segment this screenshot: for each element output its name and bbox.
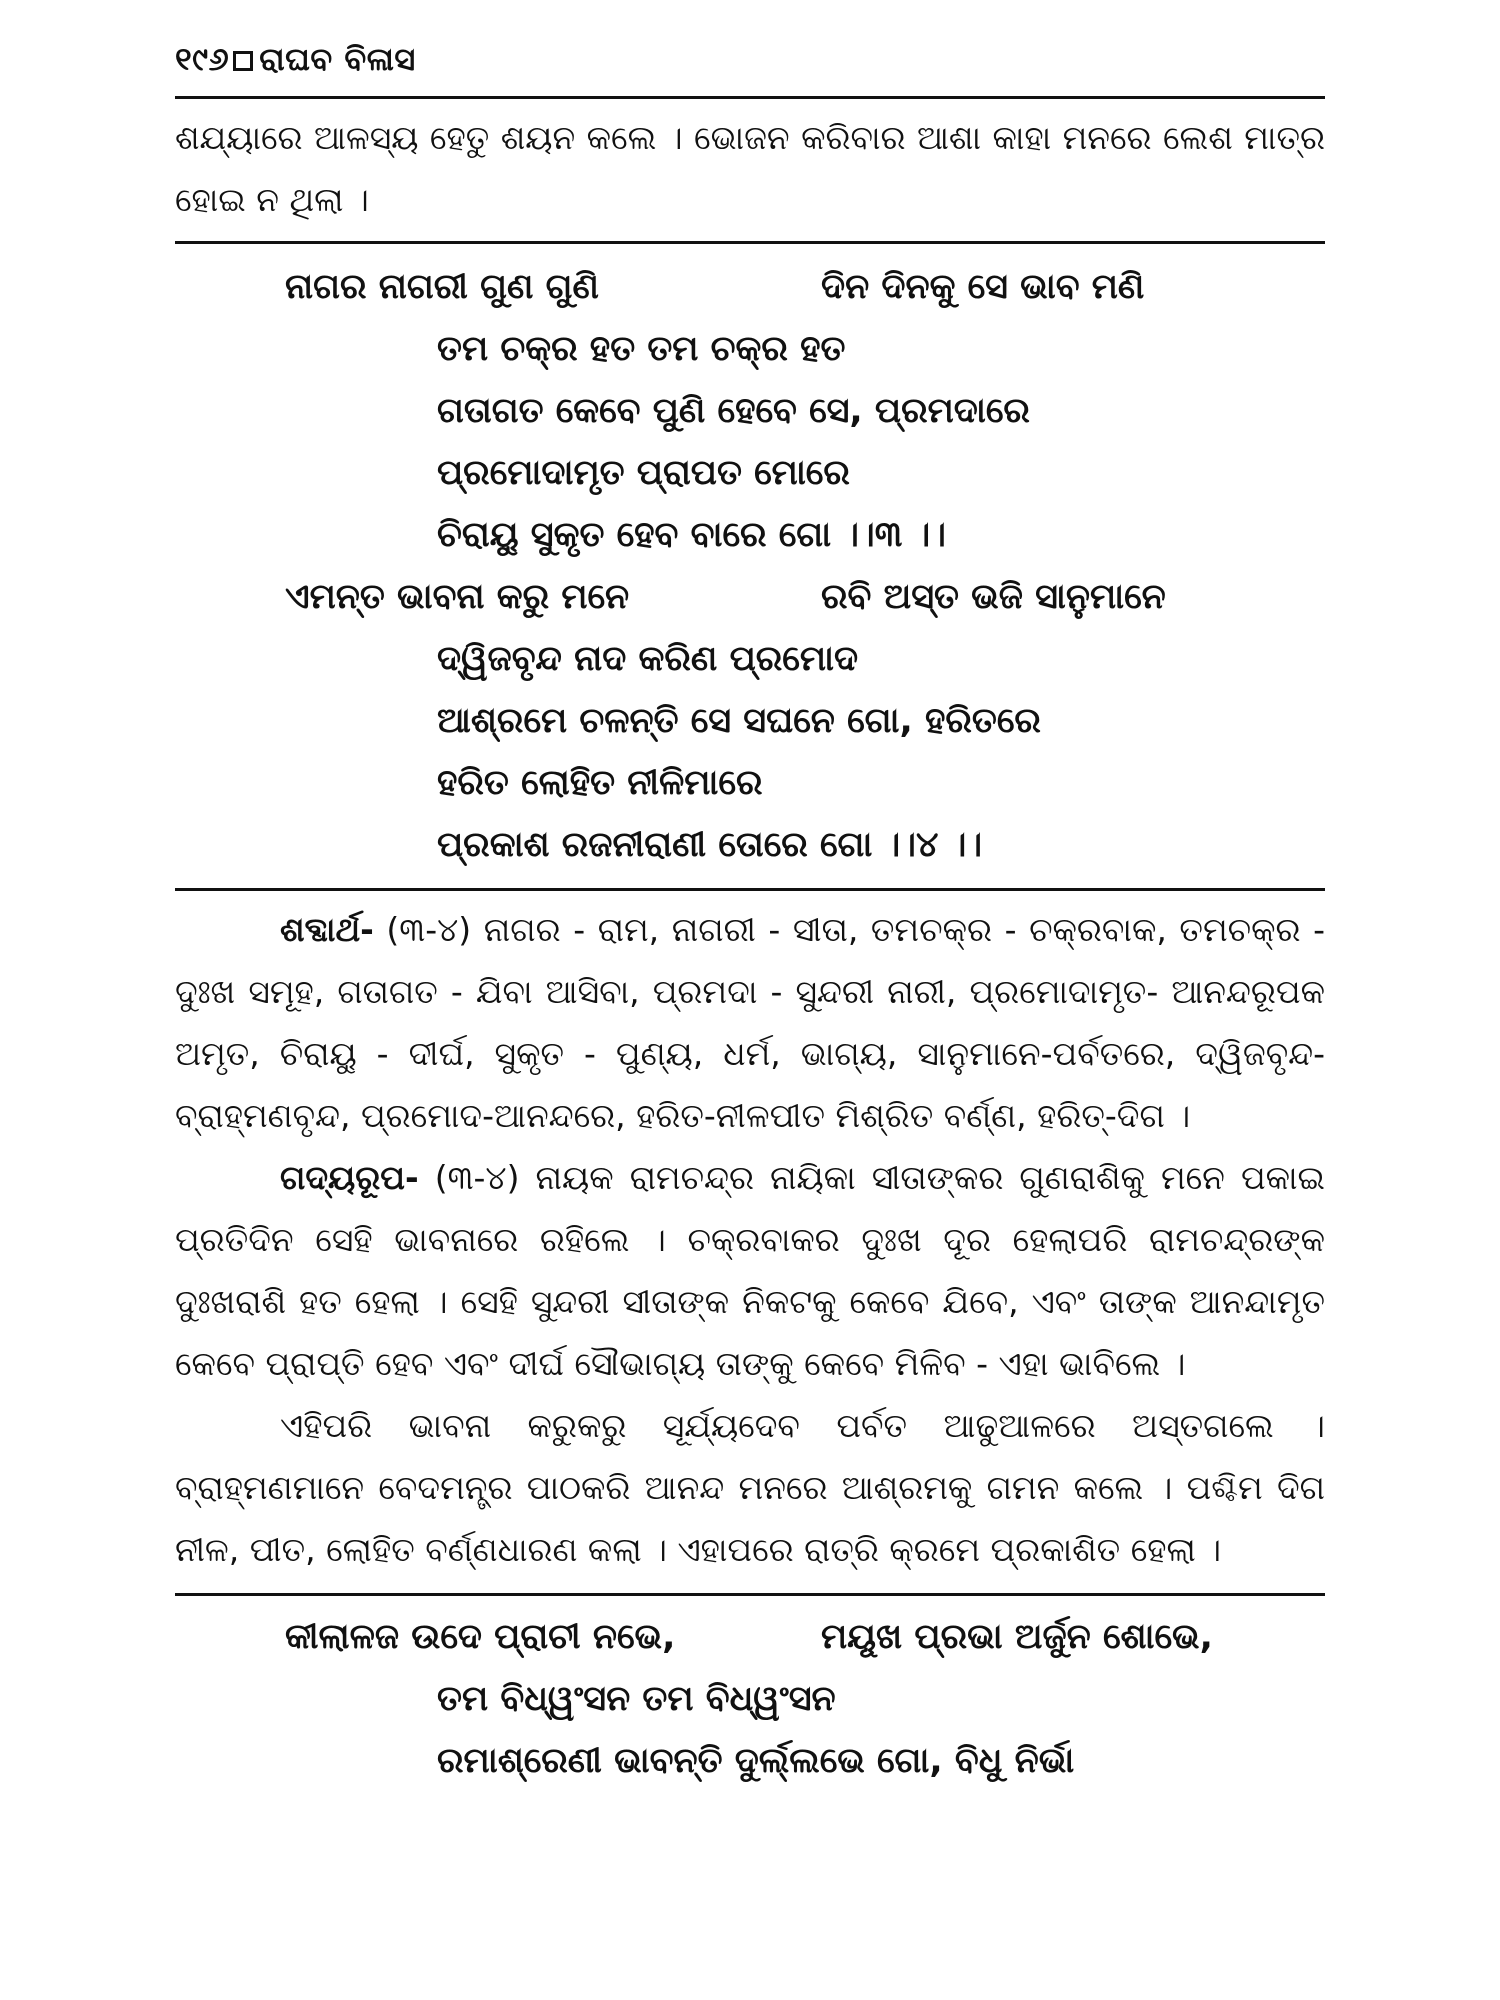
running-head — [175, 40, 416, 79]
verse-line-text: ରମାଶ୍ରେଣୀ ଭାବନ୍ତି ଦୁର୍ଲ୍ଲଭେ ଗୋ, ବିଧୁ ନିର୍ଭା — [437, 1741, 1075, 1781]
word-meaning-label: ଶବ୍ଦାର୍ଥ- — [280, 910, 374, 949]
verse-line-text: ଗତାଗତ କେବେ ପୁଣି ହେବେ ସେ, ପ୍ରମଦାରେ — [437, 391, 1030, 431]
page-header — [175, 36, 1325, 96]
word-meaning-paragraph — [175, 899, 1325, 1147]
verse-couplet — [175, 1606, 1325, 1668]
verse-line-text: ପ୍ରକାଶ ରଜନୀରାଣୀ ତୋରେ ଗୋ ।।୪ ।। — [437, 825, 983, 865]
verse-line: କୀଲାଳଜ ଉଦେ ପ୍ରାଚୀ ନଭେ, — [285, 1617, 676, 1657]
prose-form-paragraph — [175, 1147, 1325, 1395]
prose-form-paragraph-2: ଏହିପରି ଭାବନା କରୁକରୁ ସୂର୍ଯ୍ୟଦେବ ପର୍ବତ ଆଢୁଆଳରେ ଅସ୍ତଗଲେ । ବ୍ରାହ୍ମଣମାନେ ବେଦମନ୍ତ୍ର ପାଠକରି ଆନନ୍ଦ ମନରେ ଆଶ୍ରମକୁ ଗମନ କଲେ । ପଶ୍ଚିମ ଦିଗ ନୀଳ, ପୀତ, ଲୋହିତ ବର୍ଣ୍ଣଧାରଣ କଲା । ଏହାପରେ ରାତ୍ରି କ୍ରମେ ପ୍ରକାଶିତ ହେଲା । — [175, 1406, 1325, 1569]
book-title: ରାଘବ ବିଳାସ — [259, 40, 416, 78]
verse-line — [175, 1668, 1325, 1730]
verse-couplet — [175, 256, 1325, 318]
verse-line — [175, 318, 1325, 380]
prose-form-label: ଗଦ୍ୟରୂପ- — [280, 1158, 419, 1197]
verse-line — [175, 628, 1325, 690]
verse-line — [175, 690, 1325, 752]
verse-line-text: ତମ ଚକ୍ର ହତ ତମ ଚକ୍ର ହତ — [437, 329, 846, 369]
verse-line-text: ଆଶ୍ରମେ ଚଳନ୍ତି ସେ ସଘନେ ଗୋ, ହରିତରେ — [437, 701, 1041, 741]
page-number: ୧୯୬ — [175, 40, 230, 78]
verse-line-text: ପ୍ରମୋଦାମୃତ ପ୍ରାପତ ମୋରେ — [437, 453, 850, 493]
square-separator-icon — [233, 51, 253, 71]
intro-paragraph-block — [175, 99, 1325, 241]
commentary-block — [175, 891, 1325, 1593]
verse-couplet — [175, 566, 1325, 628]
book-page — [175, 36, 1325, 1792]
verse-line — [175, 442, 1325, 504]
verse-line: ମୟୂଖ ପ୍ରଭା ଅର୍ଜୁନ ଶୋଭେ, — [821, 1617, 1213, 1657]
verse-line: ଏମନ୍ତ ଭାବନା କରୁ ମନେ — [285, 577, 630, 617]
verse-line: ରବି ଅସ୍ତ ଭଜି ସାନୁମାନେ — [821, 577, 1166, 617]
verse-line — [175, 1730, 1325, 1792]
verse-line-text: ଚିରାୟୁ ସୁକୃତ ହେବ ବାରେ ଗୋ ।।୩ ।। — [437, 515, 946, 555]
verse-block-1 — [175, 244, 1325, 888]
prose-form-text: (୩-୪) ନାୟକ ରାମଚନ୍ଦ୍ର ନାୟିକା ସୀତାଙ୍କର ଗୁଣରାଶିକୁ ମନେ ପକାଇ ପ୍ରତିଦିନ ସେହି ଭାବନାରେ ରହିଲେ । ଚକ୍ରବାକର ଦୁଃଖ ଦୂର ହେଲାପରି ରାମଚନ୍ଦ୍ରଙ୍କ ଦୁଃଖରାଶି ହତ ହେଲା । ସେହି ସୁନ୍ଦରୀ ସୀତାଙ୍କ ନିକଟକୁ କେବେ ଯିବେ, ଏବଂ ତାଙ୍କ ଆନନ୍ଦାମୃତ କେବେ ପ୍ରାପ୍ତି ହେବ ଏବଂ ଦୀର୍ଘ ସୌଭାଗ୍ୟ ତାଙ୍କୁ କେବେ ମିଳିବ - ଏହା ଭାବିଲେ । — [175, 1158, 1325, 1383]
verse-line-text: ହରିତ ଲୋହିତ ନୀଳିମାରେ — [437, 763, 763, 803]
verse-line — [175, 504, 1325, 566]
verse-line-text: ଦ୍ୱିଜବୃନ୍ଦ ନାଦ କରିଣ ପ୍ରମୋଦ — [437, 639, 859, 679]
verse-line: ନାଗର ନାଗରୀ ଗୁଣ ଗୁଣି — [285, 267, 599, 307]
intro-paragraph: ଶଯ୍ୟାରେ ଆଳସ୍ୟ ହେତୁ ଶୟନ କଲେ । ଭୋଜନ କରିବାର ଆଶା କାହା ମନରେ ଲେଶ ମାତ୍ର ହୋଇ ନ ଥିଲା । — [175, 118, 1325, 219]
verse-line — [175, 814, 1325, 876]
verse-line — [175, 380, 1325, 442]
verse-line-text: ତମ ବିଧ୍ୱଂସନ ତମ ବିଧ୍ୱଂସନ — [437, 1679, 836, 1719]
verse-line — [175, 752, 1325, 814]
verse-line: ଦିନ ଦିନକୁ ସେ ଭାବ ମଣି — [821, 267, 1145, 307]
word-meaning-text: (୩-୪) ନାଗର - ରାମ, ନାଗରୀ - ସୀତା, ତମଚକ୍ର - ଚକ୍ରବାକ, ତମଚକ୍ର - ଦୁଃଖ ସମୂହ, ଗତାଗତ - ଯିବା ଆସିବା, ପ୍ରମଦା - ସୁନ୍ଦରୀ ନାରୀ, ପ୍ରମୋଦାମୃତ- ଆନନ୍ଦରୂପକ ଅମୃତ, ଚିରାୟୁ - ଦୀର୍ଘ, ସୁକୃତ - ପୁଣ୍ୟ, ଧର୍ମ, ଭାଗ୍ୟ, ସାନୁମାନେ-ପର୍ବତରେ, ଦ୍ୱିଜବୃନ୍ଦ-ବ୍ରାହ୍ମଣବୃନ୍ଦ, ପ୍ରମୋଦ-ଆନନ୍ଦରେ, ହରିତ-ନୀଳପୀତ ମିଶ୍ରିତ ବର୍ଣ୍ଣ, ହରିତ୍-ଦିଗ । — [175, 910, 1325, 1135]
verse-block-2 — [175, 1596, 1325, 1792]
